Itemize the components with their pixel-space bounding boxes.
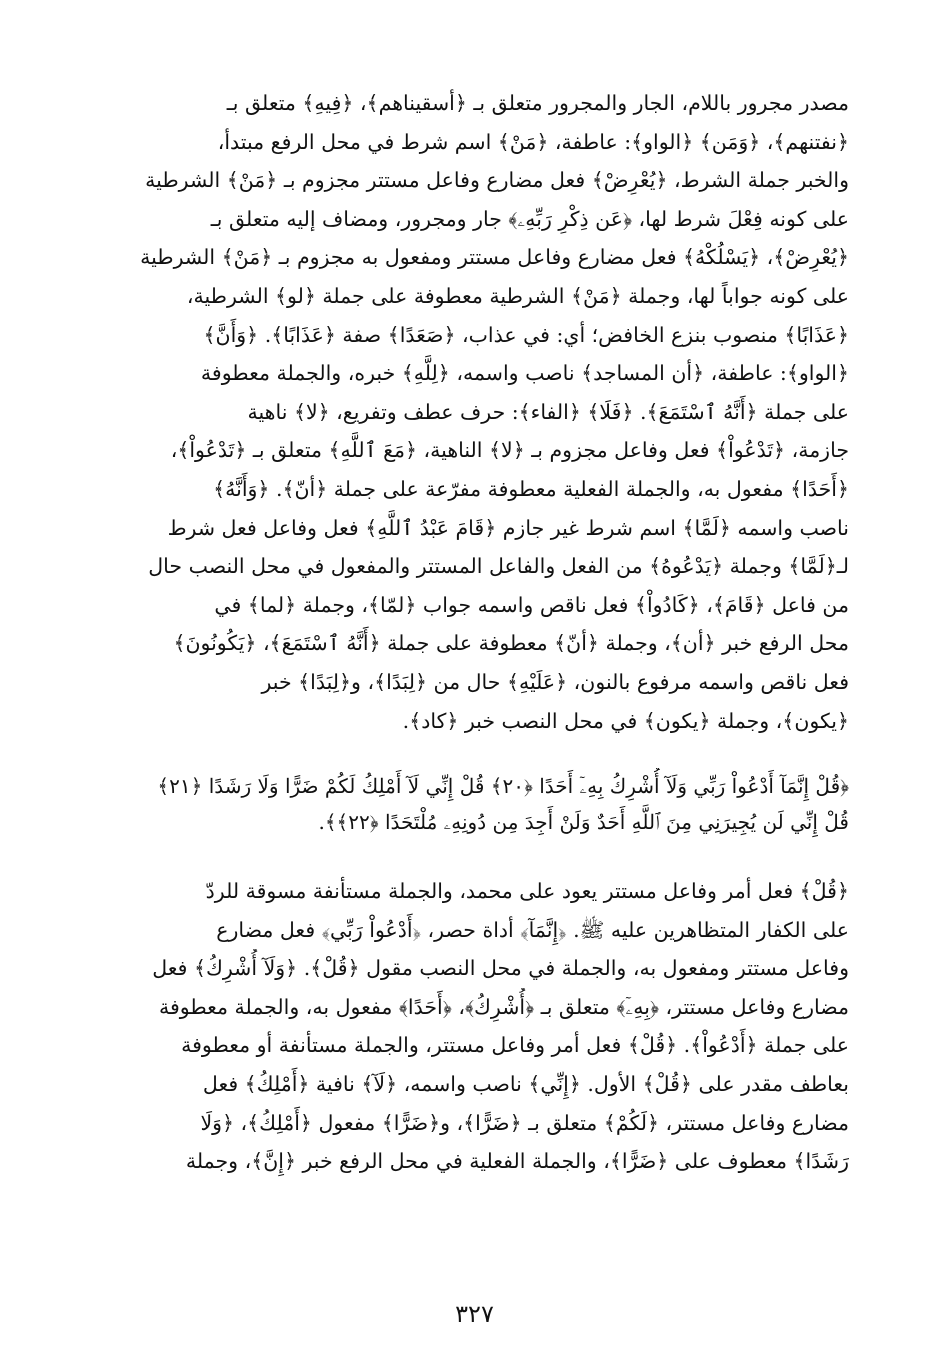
text-line: فعل ناقص واسمه مرفوع بالنون، ﴿عَلَيْهِ﴾ حال من ﴿لِبَدًا﴾، و﴿لِبَدًا﴾ خبر xyxy=(261,669,849,694)
text-line: بعاطف مقدر على ﴿قُلْ﴾ الأول. ﴿إِنِّي﴾ ناصب واسمه، ﴿لَآ﴾ نافية ﴿أَمْلِكُ﴾ فعل xyxy=(202,1072,849,1097)
text-line: على جملة ﴿أَنَّهُ ٱسْتَمَعَ﴾. ﴿فَلَا﴾ ﴿الفاء﴾: حرف عطف وتفريع، ﴿لا﴾ ناهية xyxy=(247,399,849,424)
text-line: ﴿نفتنهم﴾، ﴿وَمَن﴾ ﴿الواو﴾: عاطفة، ﴿مَنْ﴾ اسم شرط في محل الرفع مبتدأ، xyxy=(217,129,849,154)
text-line: ﴿أَحَدًا﴾ مفعول به، والجملة الفعلية معطوفة مفرّعة على جملة ﴿أنّ﴾. ﴿وَأَنَّهُ﴾ xyxy=(213,476,849,501)
text-line: على كونه فِعْلَ شرط لها، ﴿عَن ذِكْرِ رَبِّهِۦ﴾ جار ومجرور، ومضاف إليه متعلق بـ xyxy=(210,206,849,231)
text-line: ﴿يكون﴾، وجملة ﴿يكون﴾ في محل النصب خبر ﴿كاد﴾. xyxy=(402,708,849,733)
text-line: مضارع وفاعل مستتر، ﴿بِهِۦٓ﴾ متعلق بـ ﴿أُشْرِكُ﴾، ﴿أَحَدًا﴾ مفعول به، والجملة معطوفة xyxy=(158,994,849,1019)
text-line: من فاعل ﴿قَامَ﴾، ﴿كَادُواْ﴾ فعل ناقص واسمه جواب ﴿لمّا﴾، وجملة ﴿لما﴾ في xyxy=(214,592,849,617)
page-number: ٣٢٧ xyxy=(455,1300,494,1328)
text-line: مضارع وفاعل مستتر، ﴿لَكُمْ﴾ متعلق بـ ﴿ضَرًّا﴾، و﴿ضَرًّا﴾ مفعول ﴿أَمْلِكُ﴾، ﴿وَلَا xyxy=(200,1110,849,1135)
grammar-paragraph xyxy=(92,872,849,1181)
text-line: ﴿يُعْرِضْ﴾، ﴿يَسْلُكْهُ﴾ فعل مضارع وفاعل مستتر ومفعول به مجزوم بـ ﴿مَنْ﴾ الشرطية xyxy=(140,245,849,270)
grammar-paragraph xyxy=(92,84,849,740)
text-line: رَشَدًا﴾ معطوف على ﴿ضَرًّا﴾، والجملة الفعلية في محل الرفع خبر ﴿إِنَّ﴾، وجملة xyxy=(185,1149,849,1174)
text-line: على الكفار المتظاهرين عليه ﷺ. ﴿إِنَّمَآ﴾ أداة حصر، ﴿أَدْعُواْ رَبِّي﴾ فعل مضارع xyxy=(216,917,849,942)
text-line: ﴿عَذَابًا﴾ منصوب بنزع الخافض؛ أي: في عذاب، ﴿صَعَدًا﴾ صفة ﴿عَذَابًا﴾. ﴿وَأَنَّ﴾ xyxy=(203,322,849,347)
quran-verse-line: ﴿قُلْ إِنَّمَآ أَدْعُواْ رَبِّي وَلَآ أُشْرِكُ بِهِۦٓ أَحَدًا ﴿٢٠﴾ قُلْ إِنِّي لَآ أَمْلِكُ لَكُمْ ضَرًّا وَلَا رَشَدًا ﴿٢١﴾ xyxy=(157,774,849,799)
text-line: ناصب واسمه ﴿لَمَّا﴾ اسم شرط غير جازم ﴿قَامَ عَبْدُ ٱللَّهِ﴾ فعل وفاعل فعل شرط xyxy=(167,515,849,540)
text-line: محل الرفع خبر ﴿أن﴾، وجملة ﴿أنّ﴾ معطوفة على جملة ﴿أَنَّهُ ٱسْتَمَعَ﴾، ﴿يَكُونُونَ﴾ xyxy=(173,631,849,656)
text-line: لـ﴿لَمَّا﴾ وجملة ﴿يَدْعُوهُ﴾ من الفعل والفاعل المستتر والمفعول في محل النصب حال xyxy=(148,554,849,579)
text-line: والخبر جملة الشرط، ﴿يُعْرِضْ﴾ فعل مضارع وفاعل مستتر مجزوم بـ ﴿مَنْ﴾ الشرطية xyxy=(145,168,849,193)
text-line: على جملة ﴿أَدْعُواْ﴾. ﴿قُلْ﴾ فعل أمر وفاعل مستتر، والجملة مستأنفة أو معطوفة xyxy=(181,1033,849,1058)
quran-verse-block xyxy=(92,768,849,840)
quran-verse-line: قُلْ إِنِّي لَن يُجِيرَنِي مِنَ ٱللَّهِ أَحَدٌ وَلَنْ أَجِدَ مِن دُونِهِۦ مُلْتَحَدًا ﴿٢٢﴾﴾. xyxy=(318,810,849,835)
text-line: على كونه جواباً لها، وجملة ﴿مَنْ﴾ الشرطية معطوفة على جملة ﴿لو﴾ الشرطية، xyxy=(186,283,849,308)
text-line: ﴿قُلْ﴾ فعل أمر وفاعل مستتر يعود على محمد، والجملة مستأنفة مسوقة للردّ xyxy=(205,879,849,904)
text-line: مصدر مجرور باللام، الجار والمجرور متعلق بـ ﴿أسقيناهم﴾، ﴿فِيهِ﴾ متعلق بـ xyxy=(226,91,849,115)
text-line: جازمة، ﴿تَدْعُواْ﴾ فعل وفاعل مجزوم بـ ﴿لا﴾ الناهية، ﴿مَعَ ٱللَّهِ﴾ متعلق بـ ﴿تَدْعُواْ﴾، xyxy=(170,438,849,463)
text-line: ﴿الواو﴾: عاطفة، ﴿أن المساجد﴾ ناصب واسمه، ﴿لِلَّهِ﴾ خبره، والجملة معطوفة xyxy=(200,361,849,386)
text-line: وفاعل مستتر ومفعول به، والجملة في محل النصب مقول ﴿قُلْ﴾. ﴿وَلَآ أُشْرِكُ﴾ فعل xyxy=(152,956,849,981)
